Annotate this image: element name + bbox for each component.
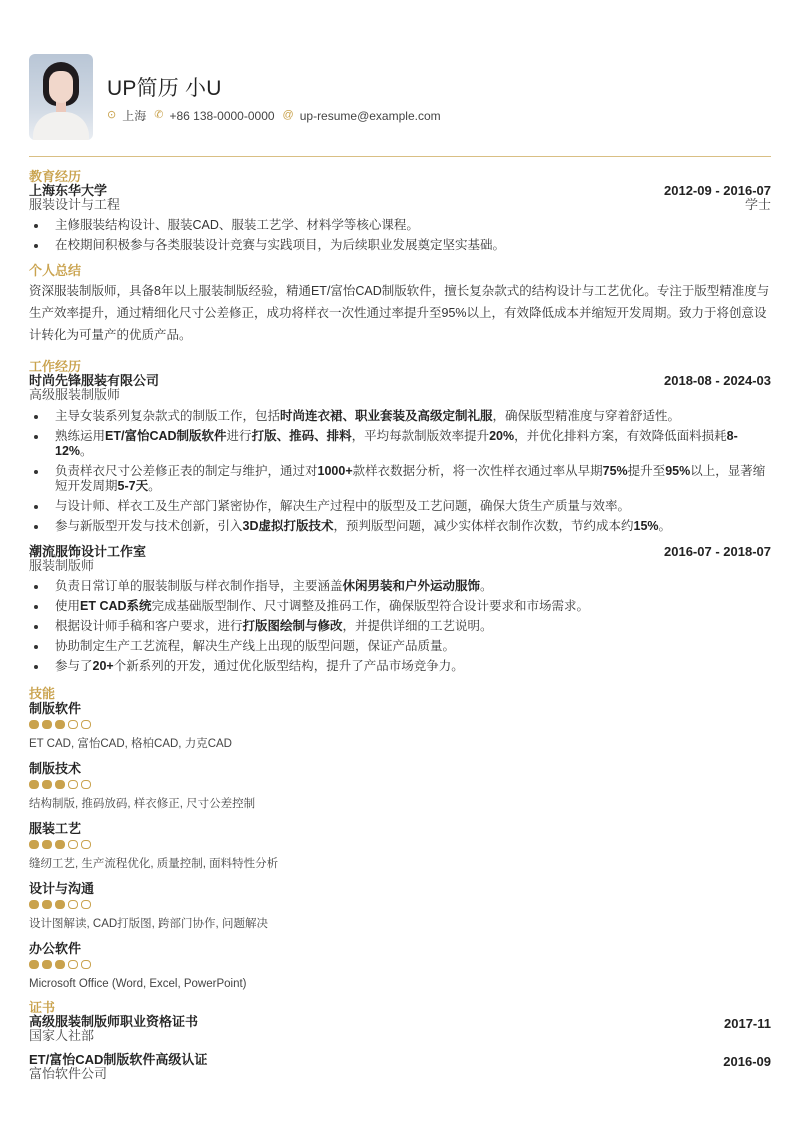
phone-icon: ✆ — [154, 109, 164, 121]
list-item: 熟练运用ET/富怡CAD制版软件进行打版、推码、排料，平均每款制版效率提升20%，并优化排料方案，有效降低面料损耗8-12%。 — [29, 429, 771, 459]
skill-description: ET CAD, 富怡CAD, 格柏CAD, 力克CAD — [29, 738, 232, 750]
work-section — [29, 360, 771, 674]
work-bullets — [29, 409, 771, 534]
skill-description: 结构制版, 推码放码, 样衣修正, 尺寸公差控制 — [29, 798, 256, 810]
skill-item — [29, 761, 771, 811]
empty-dot-icon — [81, 780, 91, 789]
skills-section — [29, 687, 771, 991]
company-name: 时尚先锋服装有限公司 — [29, 373, 160, 388]
skill-item — [29, 881, 771, 931]
skill-level-rating — [29, 720, 771, 729]
skills-list — [29, 701, 771, 991]
work-date: 2016-07 - 2018-07 — [664, 544, 771, 559]
location-text: 上海 — [122, 109, 147, 123]
profile-photo — [29, 54, 93, 140]
skill-name: 制版技术 — [29, 761, 82, 776]
certificate-name: 高级服装制版师职业资格证书 — [29, 1014, 199, 1029]
filled-dot-icon — [42, 720, 52, 729]
filled-dot-icon — [55, 840, 65, 849]
skill-description: 设计图解读, CAD打版图, 跨部门协作, 问题解决 — [29, 918, 268, 930]
empty-dot-icon — [68, 720, 78, 729]
work-entry — [29, 374, 771, 534]
education-date: 2012-09 - 2016-07 — [664, 183, 771, 198]
certificate-date: 2017-11 — [724, 1016, 771, 1031]
major: 服装设计与工程 — [29, 197, 121, 212]
header-divider — [29, 156, 771, 157]
certificate-date: 2016-09 — [723, 1054, 771, 1069]
empty-dot-icon — [81, 960, 91, 969]
degree: 学士 — [744, 197, 771, 212]
education-bullets — [29, 218, 771, 253]
filled-dot-icon — [42, 840, 52, 849]
skill-item — [29, 941, 771, 991]
list-item: 主导女装系列复杂款式的制版工作，包括时尚连衣裙、职业套装及高级定制礼服，确保版型精准度与穿着舒适性。 — [29, 409, 771, 424]
resume-header — [29, 0, 771, 157]
filled-dot-icon — [55, 780, 65, 789]
job-role: 高级服装制版师 — [29, 387, 121, 402]
school-name: 上海东华大学 — [29, 183, 108, 198]
contact-email[interactable] — [283, 109, 441, 123]
education-section — [29, 170, 771, 253]
list-item: 根据设计师手稿和客户要求，进行打版图绘制与修改，并提供详细的工艺说明。 — [29, 619, 771, 634]
contact-info — [107, 107, 449, 124]
section-title-education: 教育经历 — [29, 169, 82, 184]
empty-dot-icon — [81, 720, 91, 729]
empty-dot-icon — [68, 780, 78, 789]
filled-dot-icon — [29, 840, 39, 849]
filled-dot-icon — [55, 720, 65, 729]
certificate-item — [29, 1053, 771, 1081]
filled-dot-icon — [29, 780, 39, 789]
list-item: 在校期间积极参与各类服装设计竞赛与实践项目，为后续职业发展奠定坚实基础。 — [29, 238, 771, 253]
empty-dot-icon — [81, 900, 91, 909]
list-item: 与设计师、样衣工及生产部门紧密协作，解决生产过程中的版型及工艺问题，确保大货生产质量与效率。 — [29, 499, 771, 514]
skill-description: 缝纫工艺, 生产流程优化, 质量控制, 面料特性分析 — [29, 858, 279, 870]
list-item: 使用ET CAD系统完成基础版型制作、尺寸调整及推码工作，确保版型符合设计要求和市场需求。 — [29, 599, 771, 614]
phone-text: +86 138-0000-0000 — [169, 108, 275, 123]
empty-dot-icon — [68, 900, 78, 909]
filled-dot-icon — [29, 900, 39, 909]
empty-dot-icon — [68, 840, 78, 849]
skill-name: 制版软件 — [29, 701, 82, 716]
skill-level-rating — [29, 900, 771, 909]
filled-dot-icon — [42, 960, 52, 969]
summary-section — [29, 264, 771, 346]
skill-description: Microsoft Office (Word, Excel, PowerPoint) — [29, 978, 247, 990]
certificate-issuer: 国家人社部 — [29, 1028, 95, 1043]
summary-text: 资深服装制版师，具备8年以上服装制版经验，精通ET/富怡CAD制版软件，擅长复杂款式的结构设计与工艺优化。专注于版型精准度与生产效率提升，通过精细化尺寸公差修正，成功将样衣一次性通过率提升至95%以上，有效降低成本并缩短开发周期。致力于将创意设计转化为可量产的优质产品。 — [29, 284, 770, 342]
work-date: 2018-08 - 2024-03 — [664, 373, 771, 388]
empty-dot-icon — [68, 960, 78, 969]
empty-dot-icon — [81, 840, 91, 849]
section-title-work: 工作经历 — [29, 359, 82, 374]
skill-level-rating — [29, 780, 771, 789]
filled-dot-icon — [55, 960, 65, 969]
skill-level-rating — [29, 840, 771, 849]
job-role: 服装制版师 — [29, 558, 95, 573]
list-item: 参与新版型开发与技术创新，引入3D虚拟打版技术，预判版型问题，减少实体样衣制作次数，节约成本约15%。 — [29, 519, 771, 534]
contact-location — [107, 107, 146, 124]
certificate-issuer: 富怡软件公司 — [29, 1066, 108, 1081]
skill-name: 服装工艺 — [29, 821, 82, 836]
skill-name: 设计与沟通 — [29, 881, 95, 896]
resume-page — [29, 0, 771, 1089]
work-bullets — [29, 579, 771, 674]
list-item: 参与了20+个新系列的开发，通过优化版型结构，提升了产品市场竞争力。 — [29, 659, 771, 674]
skill-item — [29, 821, 771, 871]
certificate-name: ET/富怡CAD制版软件高级认证 — [29, 1052, 208, 1067]
filled-dot-icon — [42, 900, 52, 909]
list-item: 负责日常订单的服装制版与样衣制作指导，主要涵盖休闲男装和户外运动服饰。 — [29, 579, 771, 594]
work-entry — [29, 545, 771, 674]
list-item: 负责样衣尺寸公差修正表的制定与维护，通过对1000+款样衣数据分析，将一次性样衣通过率从早期75%提升至95%以上，显著缩短开发周期5-7天。 — [29, 464, 771, 494]
skill-level-rating — [29, 960, 771, 969]
email-text[interactable]: up-resume@example.com — [299, 108, 441, 123]
candidate-name: UP简历 小U — [107, 77, 222, 100]
filled-dot-icon — [29, 960, 39, 969]
section-title-certificates: 证书 — [29, 1000, 56, 1015]
location-icon: ⊙ — [107, 109, 117, 121]
filled-dot-icon — [29, 720, 39, 729]
list-item: 协助制定生产工艺流程，解决生产线上出现的版型问题，保证产品质量。 — [29, 639, 771, 654]
filled-dot-icon — [55, 900, 65, 909]
education-entry — [29, 184, 771, 212]
skill-item — [29, 701, 771, 751]
list-item: 主修服装结构设计、服装CAD、服装工艺学、材料学等核心课程。 — [29, 218, 771, 233]
certificates-section — [29, 1001, 771, 1081]
section-title-skills: 技能 — [29, 686, 56, 701]
skill-name: 办公软件 — [29, 941, 82, 956]
section-title-summary: 个人总结 — [29, 263, 82, 278]
contact-phone — [154, 109, 274, 123]
company-name: 潮流服饰设计工作室 — [29, 544, 147, 559]
filled-dot-icon — [42, 780, 52, 789]
certificate-item — [29, 1015, 771, 1043]
email-icon: @ — [282, 109, 294, 121]
